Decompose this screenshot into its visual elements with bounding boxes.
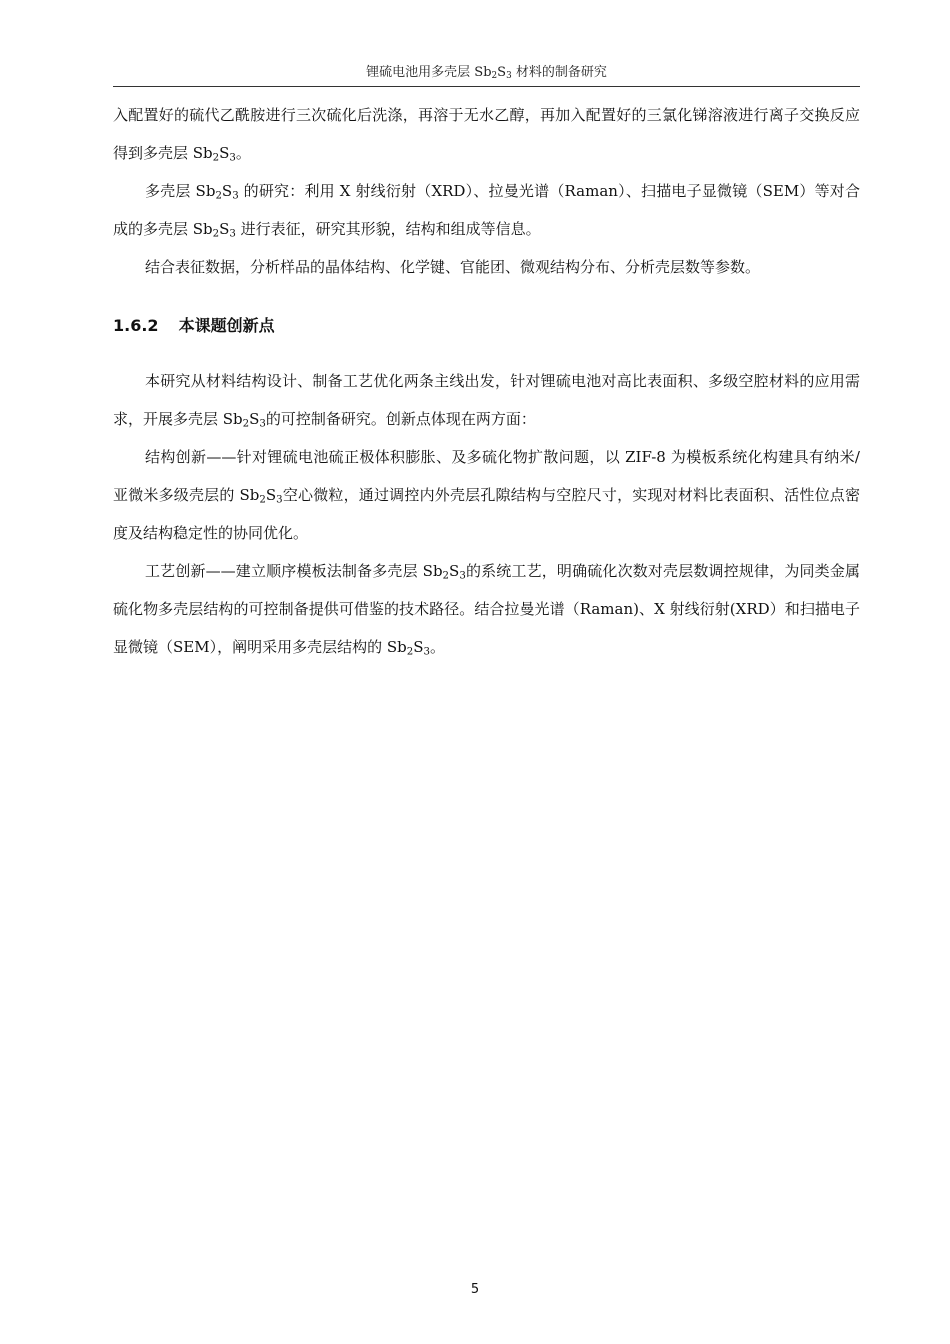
section-number: 1.6.2 xyxy=(113,316,159,335)
text-run: S xyxy=(219,144,230,162)
text-run: 的研究：利用 X 射线衍射（XRD）、拉曼光谱（Raman）、扫描电子显微镜（SEM）等对合成的多壳层 Sb xyxy=(113,182,860,238)
paragraph-characterization xyxy=(113,172,860,248)
running-header xyxy=(113,64,860,82)
subscript: 3 xyxy=(423,646,430,658)
subscript: 3 xyxy=(229,152,236,164)
header-title-pre: 锂硫电池用多壳层 Sb xyxy=(366,65,492,80)
subscript: 3 xyxy=(259,418,266,430)
text-run: 空心微粒，通过调控内外壳层孔隙结构与空腔尺寸，实现对材料比表面积、活性位点密度及结构稳定性的协同优化。 xyxy=(113,486,860,542)
header-rule xyxy=(113,86,860,87)
paragraph-analysis: 结合表征数据，分析样品的晶体结构、化学键、官能团、微观结构分布、分析壳层数等参数。 xyxy=(145,258,761,276)
subscript: 2 xyxy=(212,228,220,240)
text-run: S xyxy=(221,182,233,200)
text-run: 工艺创新——建立顺序模板法制备多壳层 Sb xyxy=(145,562,443,580)
subscript: 2 xyxy=(212,152,220,164)
spacer xyxy=(113,286,860,292)
subscript: 3 xyxy=(276,494,283,506)
paragraph-intro xyxy=(113,362,860,438)
subscript: 3 xyxy=(232,190,239,202)
section-title: 本课题创新点 xyxy=(178,316,275,335)
text-run: S xyxy=(219,220,230,238)
subscript: 2 xyxy=(406,646,414,658)
header-sub: 2 xyxy=(491,71,498,82)
subscript: 2 xyxy=(215,190,222,202)
page-number: 5 xyxy=(470,1282,480,1297)
page-body xyxy=(113,96,860,666)
section-heading xyxy=(113,315,860,337)
header-title-mid: S xyxy=(497,65,507,80)
text-run: 结构创新——针对锂硫电池硫正极体积膨胀、及多硫化物扩散问题，以 ZIF-8 为模板系统化构建具有纳米/亚微米多级壳层的 Sb xyxy=(113,448,860,504)
text-run: S xyxy=(265,486,277,504)
text-run: 多壳层 Sb xyxy=(145,182,216,200)
text-run: 本研究从材料结构设计、制备工艺优化两条主线出发，针对锂硫电池对高比表面积、多级空腔材料的应用需求，开展多壳层 Sb xyxy=(113,372,860,428)
subscript: 2 xyxy=(442,570,450,582)
text-run: S xyxy=(413,638,424,656)
paragraph-continuation xyxy=(113,96,860,172)
subscript: 3 xyxy=(229,228,236,240)
text-run: 。 xyxy=(429,638,445,656)
subscript: 3 xyxy=(459,570,466,582)
subscript: 2 xyxy=(242,418,250,430)
subscript: 2 xyxy=(259,494,266,506)
text-run: 进行表征，研究其形貌，结构和组成等信息。 xyxy=(235,220,541,238)
text-run: S xyxy=(449,562,460,580)
text-run: 。 xyxy=(235,144,251,162)
text-run: S xyxy=(249,410,260,428)
text-run: 的可控制备研究。创新点体现在两方面： xyxy=(265,410,536,428)
text-run: 入配置好的硫代乙酰胺进行三次硫化后洗涤，再溶于无水乙醇，再加入配置好的三氯化锑溶液进行离子交换反应得到多壳层 Sb xyxy=(113,106,860,162)
header-title-post: 材料的制备研究 xyxy=(511,65,607,80)
header-sub: 3 xyxy=(506,71,512,82)
paragraph-structure-innovation xyxy=(113,438,860,552)
paragraph-process-innovation xyxy=(113,552,860,666)
text-run: 的系统工艺，明确硫化次数对壳层数调控规律，为同类金属硫化物多壳层结构的可控制备提供可借鉴的技术路径。结合拉曼光谱（Raman)、X 射线衍射(XRD）和扫描电子显微镜（SEM），阐明采用多壳层结构的 Sb xyxy=(113,562,860,656)
